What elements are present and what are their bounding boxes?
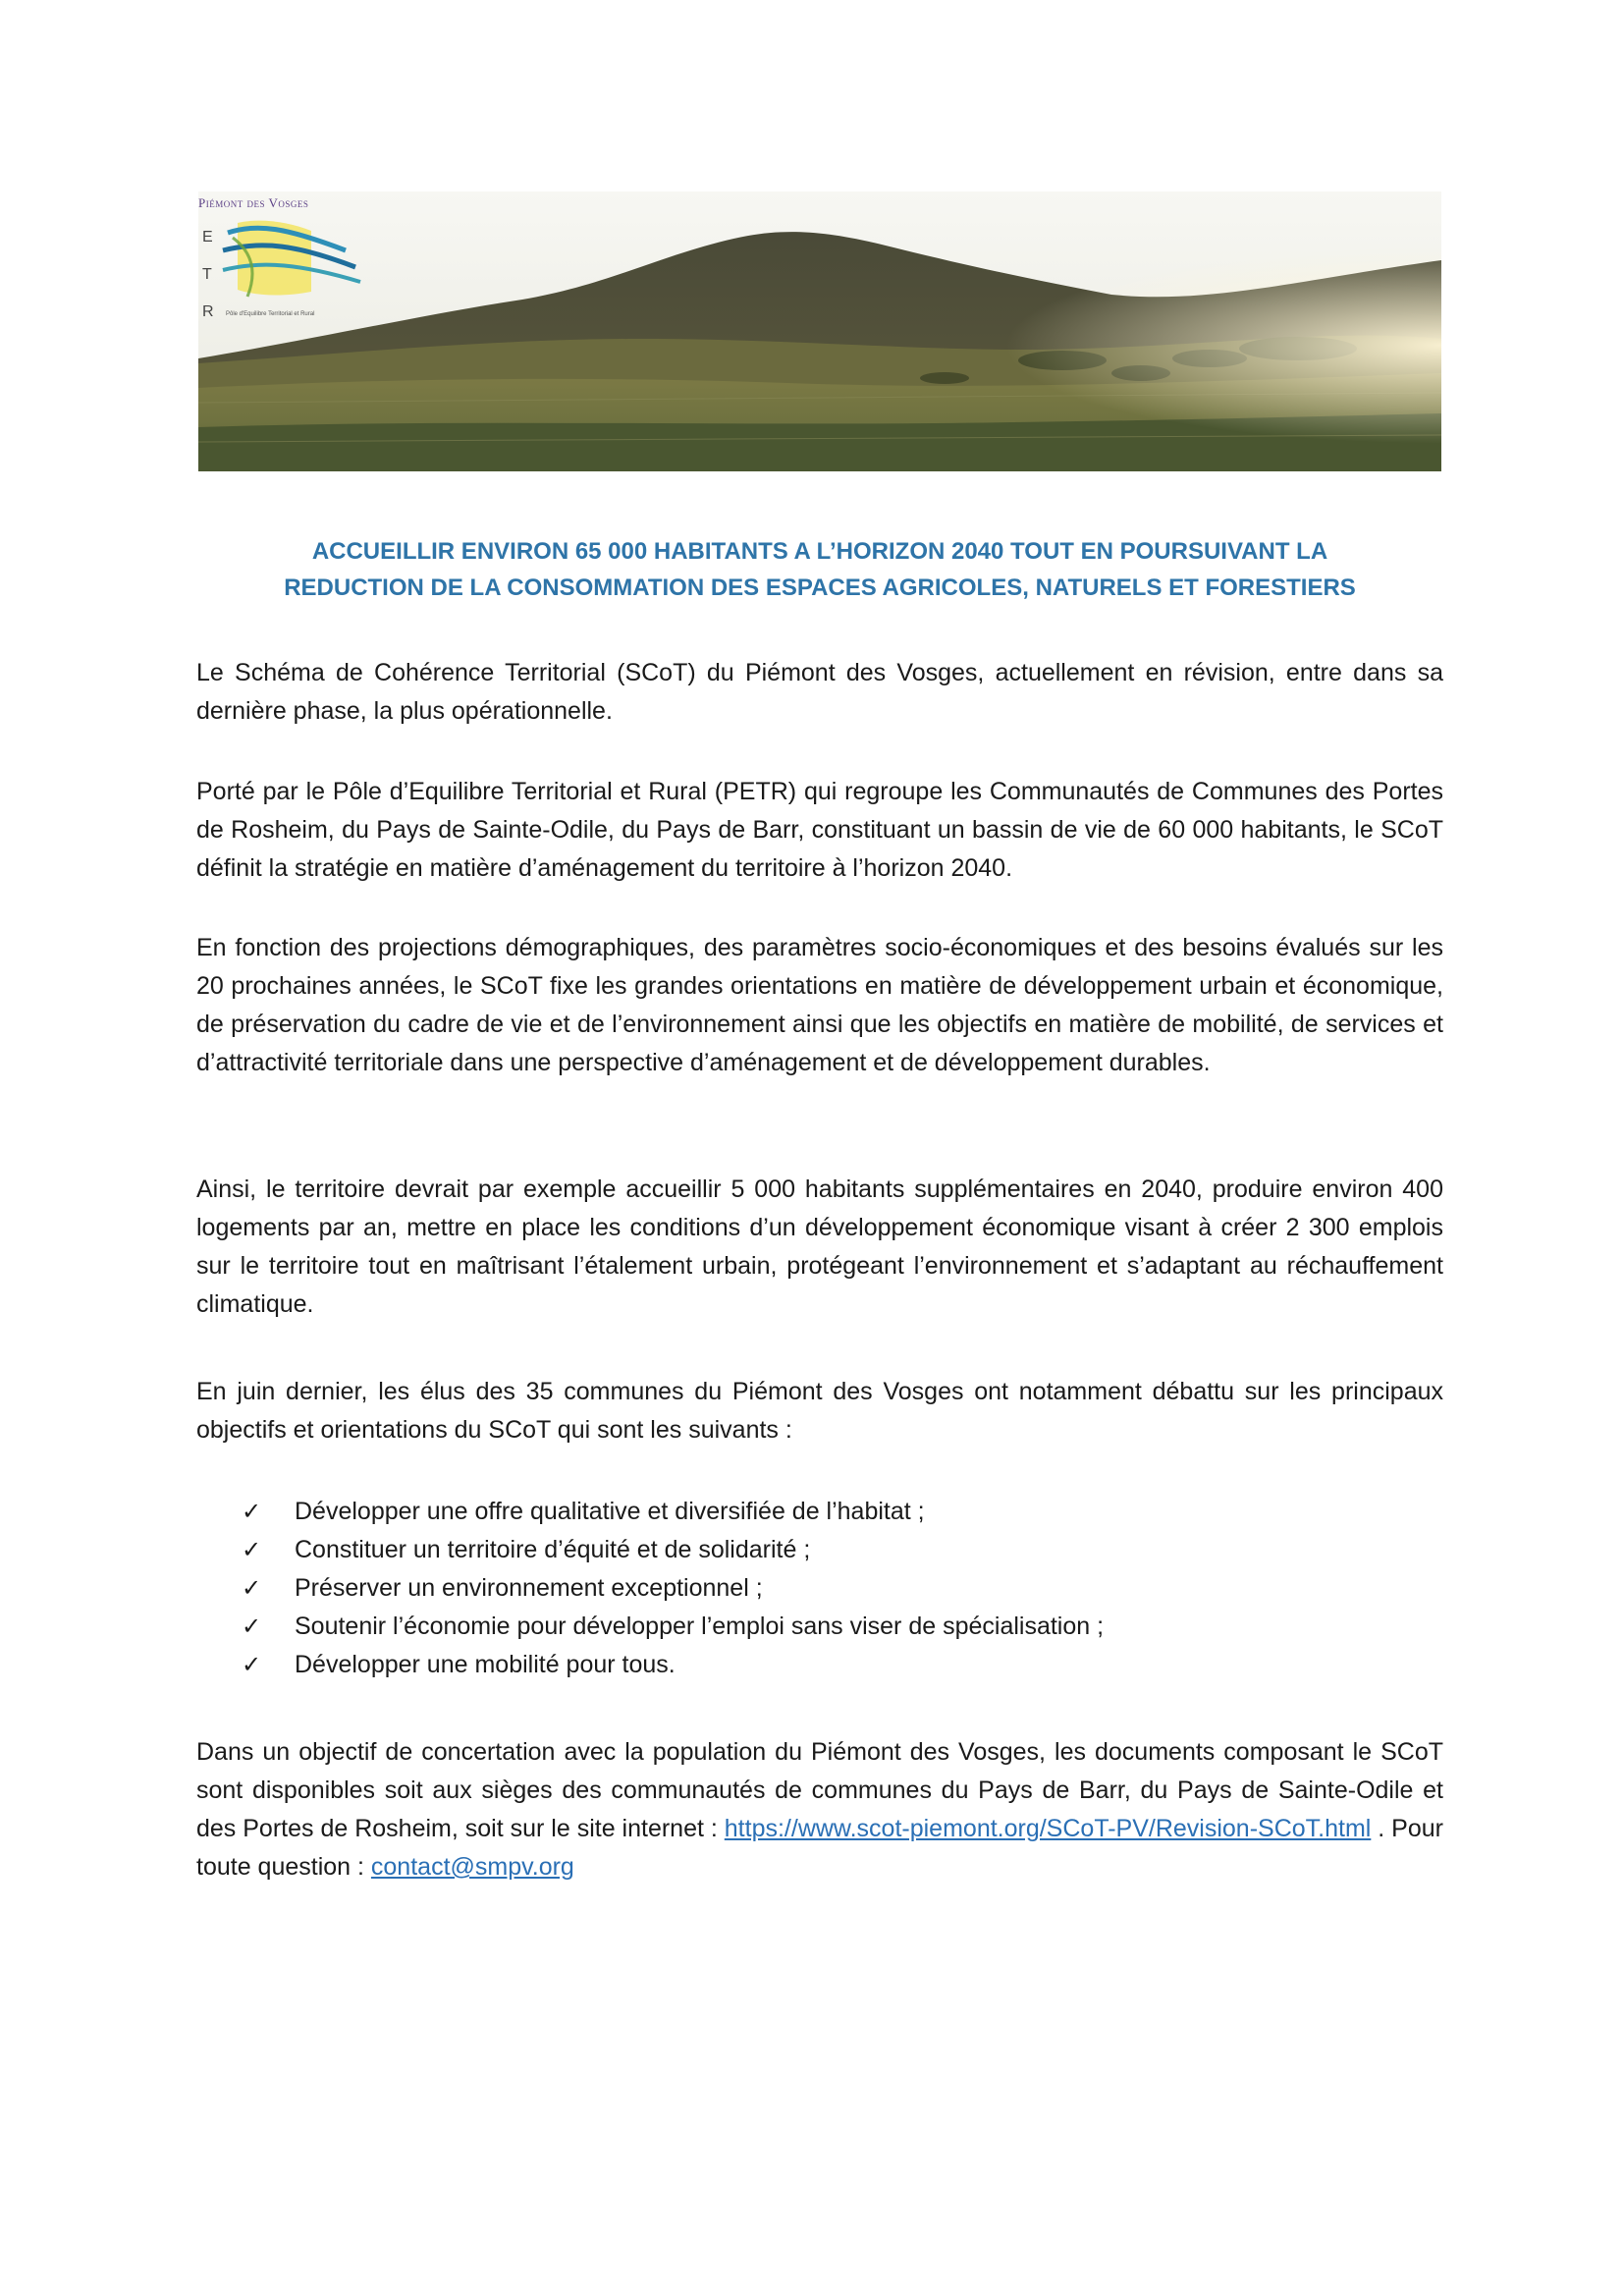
list-item: [242, 1646, 1104, 1684]
title-line-1: ACCUEILLIR ENVIRON 65 000 HABITANTS A L’HORIZON 2040 TOUT EN POURSUIVANT LA: [311, 538, 1328, 565]
checkmark-icon: ✓: [242, 1651, 262, 1678]
list-item-text: Constituer un territoire d’équité et de solidarité ;: [295, 1536, 811, 1563]
checkmark-icon: ✓: [242, 1574, 262, 1602]
paragraph-debate: En juin dernier, les élus des 35 communes du Piémont des Vosges ont notamment débattu sur les principaux objectifs et orientations du SCoT qui sont les suivants :: [196, 1378, 1443, 1444]
logo-waves-icon: [218, 213, 365, 306]
logo-letter-r: R: [202, 303, 214, 320]
scot-website-link[interactable]: https://www.scot-piemont.org/SCoT-PV/Revision-SCoT.html: [724, 1815, 1372, 1842]
logo-letter-e: E: [202, 229, 213, 246]
list-item-text: Soutenir l’économie pour développer l’emploi sans viser de spécialisation ;: [295, 1613, 1105, 1640]
logo-letter-t: T: [202, 266, 212, 283]
checkmark-icon: ✓: [242, 1498, 262, 1525]
logo-title: Piémont des Vosges: [198, 195, 309, 210]
title-line-2: REDUCTION DE LA CONSOMMATION DES ESPACES AGRICOLES, NATURELS ET FORESTIERS: [284, 574, 1356, 601]
paragraph-intro: Le Schéma de Cohérence Territorial (SCoT) du Piémont des Vosges, actuellement en révision, entre dans sa dernière phase, la plus opérationnelle.: [196, 659, 1443, 725]
closing-text: Dans un objectif de concertation avec la population du Piémont des Vosges, les documents composant le SCoT sont disponibles soit aux sièges des communautés de communes du Pays de Barr, du Pays de Sainte-Odile et des Portes de Rosheim, soit sur le site internet :: [196, 1738, 1443, 1842]
list-item-text: Préserver un environnement exceptionnel ;: [295, 1574, 763, 1602]
contact-email-link[interactable]: contact@smpv.org: [370, 1853, 574, 1881]
petr-logo: [198, 191, 385, 339]
logo-subtext: Pôle d'Equilibre Territorial et Rural: [226, 311, 315, 317]
page-title: [198, 533, 1441, 606]
list-item: [242, 1493, 1104, 1531]
checkmark-icon: ✓: [242, 1536, 262, 1563]
list-item-text: Développer une offre qualitative et diversifiée de l’habitat ;: [295, 1498, 925, 1525]
list-item: [242, 1531, 1104, 1569]
closing-question-text: . Pour toute question :: [196, 1815, 1443, 1881]
paragraph-concertation: [196, 1733, 1443, 1886]
list-item: [242, 1608, 1104, 1646]
list-item-text: Développer une mobilité pour tous.: [295, 1651, 676, 1678]
paragraph-petr: Porté par le Pôle d’Equilibre Territorial et Rural (PETR) qui regroupe les Communautés de Communes des Portes de Rosheim, du Pays de Sainte-Odile, du Pays de Barr, constituant un bassin de vie de 60 000 habitants, le SCoT définit la stratégie en matière d’aménagement du territoire à l’horizon 2040.: [196, 778, 1443, 882]
objectives-list: [242, 1493, 1104, 1684]
list-item: [242, 1569, 1104, 1608]
paragraph-objectives-figures: Ainsi, le territoire devrait par exemple accueillir 5 000 habitants supplémentaires en 2040, produire environ 400 logements par an, mettre en place les conditions d’un développement économique visant à créer 2 300 emplois sur le territoire tout en maîtrisant l’étalement urbain, protégeant l’environnement et s’adaptant au réchauffement climatique.: [196, 1175, 1443, 1318]
paragraph-orientations: En fonction des projections démographiques, des paramètres socio-économiques et des besoins évalués sur les 20 prochaines années, le SCoT fixe les grandes orientations en matière de développement urbain et économique, de préservation du cadre de vie et de l’environnement ainsi que les objectifs en matière de mobilité, de services et d’attractivité territoriale dans une perspective d’aménagement et de développement durables.: [196, 934, 1443, 1076]
checkmark-icon: ✓: [242, 1613, 262, 1640]
